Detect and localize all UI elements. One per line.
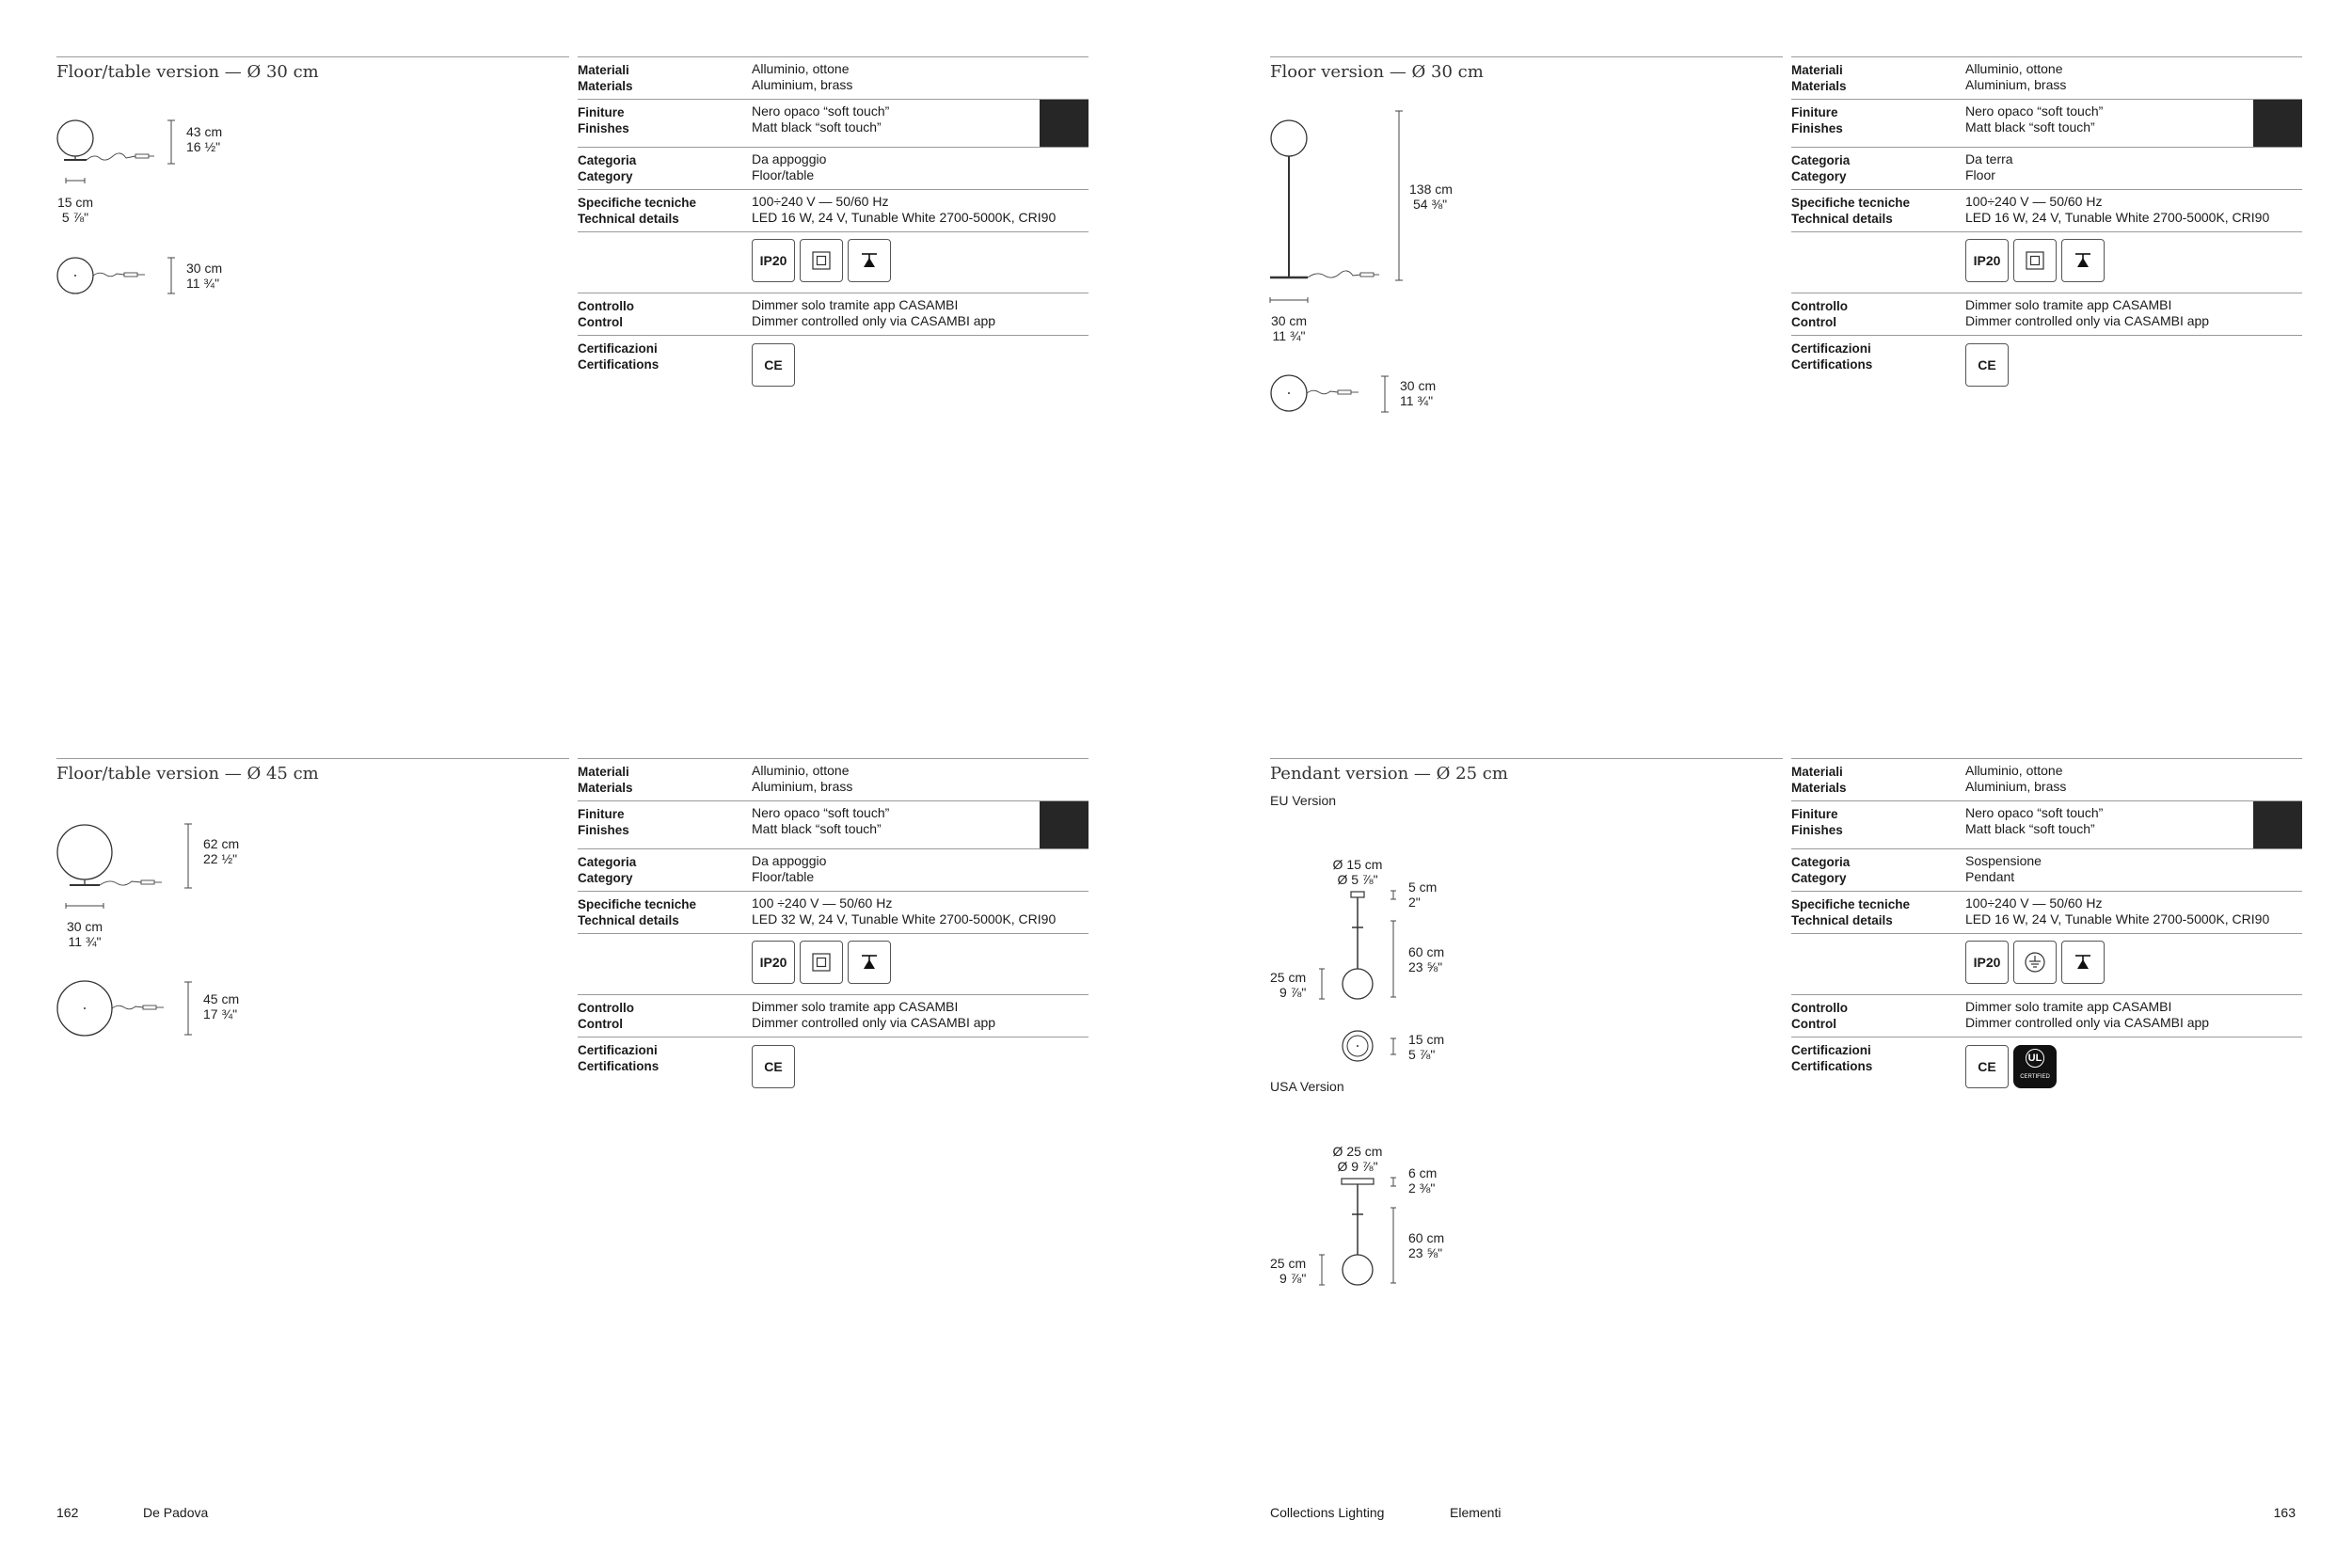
divider	[1270, 758, 1783, 759]
spec-row-certifications: Certificazioni Certifications CE UL CERTIFIED	[1791, 1037, 2302, 1088]
class-ii-icon	[800, 239, 843, 282]
usa-canopy-cm: Ø 25 cm	[1332, 1144, 1383, 1159]
spec-table	[578, 758, 1089, 1088]
spec-row-category: Categoria Category Sospensione Pendant	[1791, 848, 2302, 891]
spec-row-technical: Specifiche tecniche Technical details 100÷240 V — 50/60 Hz LED 16 W, 24 V, Tunable White 2700-5000K, CRI90	[578, 189, 1089, 231]
diameter-cm: 30 cm	[186, 261, 223, 276]
ce-mark-icon: CE	[752, 1045, 795, 1088]
ce-mark-icon: CE	[1965, 343, 2009, 387]
ul-certified-text: CERTIFIED	[2020, 1073, 2050, 1080]
spec-row-control: Controllo Control Dimmer solo tramite app CASAMBI Dimmer controlled only via CASAMBI app	[578, 994, 1089, 1037]
dimension-drawings	[56, 94, 569, 583]
spec-row-finishes: Finiture Finishes Nero opaco “soft touch” Matt black “soft touch”	[578, 99, 1089, 147]
eu-version-label: EU Version	[1270, 793, 1337, 808]
divider	[56, 758, 569, 759]
finish-swatch	[1040, 100, 1089, 148]
spec-row-finishes: Finiture Finishes Nero opaco “soft touch” Matt black “soft touch”	[1791, 800, 2302, 848]
divider	[1270, 56, 1783, 57]
eu-cap-in: 2"	[1408, 895, 1421, 910]
diameter-in: 11 ¾"	[186, 276, 220, 291]
eu-canopy-cm: Ø 15 cm	[1332, 857, 1383, 872]
eu-canopy-in: Ø 5 ⅞"	[1337, 872, 1378, 887]
spec-row-technical: Specifiche tecniche Technical details 100÷240 V — 50/60 Hz LED 16 W, 24 V, Tunable White 2700-5000K, CRI90	[1791, 189, 2302, 231]
spec-row-category: Categoria Category Da appoggio Floor/table	[578, 848, 1089, 891]
height-in: 16 ½"	[186, 139, 221, 154]
spec-row-category: Categoria Category Da appoggio Floor/table	[578, 147, 1089, 189]
eu-cable-in: 23 ⅝"	[1408, 959, 1443, 974]
base-in: 11 ¾"	[1272, 328, 1306, 343]
eu-top-cm: 15 cm	[1408, 1032, 1445, 1047]
lamp-drawing	[56, 796, 569, 1285]
ip20-icon: IP20	[752, 239, 795, 282]
spec-icons	[578, 933, 1089, 994]
lamp-drawing	[56, 94, 569, 583]
dimension-drawings	[1270, 94, 1783, 583]
spec-row-control: Controllo Control Dimmer solo tramite app CASAMBI Dimmer controlled only via CASAMBI app	[1791, 293, 2302, 335]
spec-row-finishes: Finiture Finishes Nero opaco “soft touch” Matt black “soft touch”	[578, 800, 1089, 848]
spec-row-category: Categoria Category Da terra Floor	[1791, 147, 2302, 189]
product-block-floor-table-45	[56, 758, 1098, 1285]
class-ii-icon	[800, 941, 843, 984]
ip20-icon: IP20	[1965, 239, 2009, 282]
section-name: Elementi	[1450, 1505, 1502, 1520]
spec-table	[1791, 758, 2302, 1088]
height-cm: 43 cm	[186, 124, 223, 139]
height-in: 54 ⅜"	[1413, 197, 1448, 212]
spec-row-control: Controllo Control Dimmer solo tramite app CASAMBI Dimmer controlled only via CASAMBI app	[578, 293, 1089, 335]
usa-cap-in: 2 ⅜"	[1408, 1180, 1436, 1196]
ip20-icon: IP20	[1965, 941, 2009, 984]
page-number-right: 163	[2273, 1505, 2296, 1520]
spec-icons	[578, 231, 1089, 293]
dimension-drawings	[56, 796, 569, 1285]
base-cm: 30 cm	[1270, 313, 1308, 328]
spec-row-materials: Materiali Materials Alluminio, ottone Aluminium, brass	[578, 56, 1089, 99]
diameter-cm: 45 cm	[203, 991, 240, 1006]
product-block-floor-table-30	[56, 56, 1098, 583]
usa-cap-cm: 6 cm	[1408, 1165, 1438, 1180]
ul-certified-icon	[2013, 1045, 2057, 1088]
spec-icons	[1791, 231, 2302, 293]
up-light-icon	[848, 941, 891, 984]
height-cm: 138 cm	[1409, 182, 1453, 197]
base-in: 5 ⅞"	[61, 210, 89, 225]
spec-row-technical: Specifiche tecniche Technical details 100÷240 V — 50/60 Hz LED 16 W, 24 V, Tunable White 2700-5000K, CRI90	[1791, 891, 2302, 933]
product-block-pendant-25	[1270, 758, 2312, 1285]
height-cm: 62 cm	[203, 836, 240, 851]
spec-row-technical: Specifiche tecniche Technical details 100 ÷240 V — 50/60 Hz LED 32 W, 24 V, Tunable White 2700-5000K, CRI90	[578, 891, 1089, 933]
divider	[56, 56, 569, 57]
base-cm: 15 cm	[56, 195, 94, 210]
usa-sphere-in: 9 ⅞"	[1279, 1271, 1307, 1286]
block-title: Floor/table version — Ø 30 cm	[56, 62, 319, 82]
finish-swatch	[2253, 100, 2302, 148]
base-cm: 30 cm	[66, 919, 103, 934]
spec-row-certifications: Certificazioni Certifications CE	[1791, 335, 2302, 387]
spec-row-control: Controllo Control Dimmer solo tramite app CASAMBI Dimmer controlled only via CASAMBI app	[1791, 994, 2302, 1037]
up-light-icon	[2061, 941, 2105, 984]
pendant-drawing	[1270, 793, 1783, 1286]
page-number-left: 162	[56, 1505, 79, 1520]
spec-row-materials: Materiali Materials Alluminio, ottone Aluminium, brass	[1791, 758, 2302, 800]
usa-canopy-in: Ø 9 ⅞"	[1337, 1159, 1378, 1174]
earth-icon	[2013, 941, 2057, 984]
eu-top-in: 5 ⅞"	[1408, 1047, 1436, 1062]
usa-cable-in: 23 ⅝"	[1408, 1245, 1443, 1260]
up-light-icon	[2061, 239, 2105, 282]
spec-icons	[1791, 933, 2302, 994]
finish-swatch	[2253, 801, 2302, 849]
base-in: 11 ¾"	[68, 934, 102, 949]
block-title: Floor version — Ø 30 cm	[1270, 62, 1484, 82]
spec-row-finishes: Finiture Finishes Nero opaco “soft touch” Matt black “soft touch”	[1791, 99, 2302, 147]
dimension-drawings	[1270, 793, 1783, 1286]
ul-mark: UL	[2026, 1049, 2044, 1068]
eu-cap-cm: 5 cm	[1408, 879, 1438, 895]
eu-sphere-in: 9 ⅞"	[1279, 985, 1307, 1000]
lamp-drawing	[1270, 94, 1783, 583]
diameter-in: 11 ¾"	[1400, 393, 1434, 408]
spec-table	[578, 56, 1089, 387]
spec-table	[1791, 56, 2302, 387]
height-in: 22 ½"	[203, 851, 238, 866]
up-light-icon	[848, 239, 891, 282]
ce-mark-icon: CE	[1965, 1045, 2009, 1088]
usa-cable-cm: 60 cm	[1408, 1230, 1445, 1245]
spec-row-certifications: Certificazioni Certifications CE	[578, 1037, 1089, 1088]
eu-cable-cm: 60 cm	[1408, 944, 1445, 959]
usa-sphere-cm: 25 cm	[1270, 1256, 1307, 1271]
diameter-in: 17 ¾"	[203, 1006, 238, 1022]
spec-row-materials: Materiali Materials Alluminio, ottone Aluminium, brass	[1791, 56, 2302, 99]
ip20-icon: IP20	[752, 941, 795, 984]
block-title: Pendant version — Ø 25 cm	[1270, 764, 1508, 784]
finish-swatch	[1040, 801, 1089, 849]
eu-sphere-cm: 25 cm	[1270, 970, 1307, 985]
ce-mark-icon: CE	[752, 343, 795, 387]
spec-row-materials: Materiali Materials Alluminio, ottone Aluminium, brass	[578, 758, 1089, 800]
block-title: Floor/table version — Ø 45 cm	[56, 764, 319, 784]
brand-name: De Padova	[143, 1505, 209, 1520]
spec-row-certifications: Certificazioni Certifications CE	[578, 335, 1089, 387]
usa-version-label: USA Version	[1270, 1079, 1344, 1094]
diameter-cm: 30 cm	[1400, 378, 1437, 393]
collection-name: Collections Lighting	[1270, 1505, 1385, 1520]
product-block-floor-30	[1270, 56, 2312, 583]
class-ii-icon	[2013, 239, 2057, 282]
